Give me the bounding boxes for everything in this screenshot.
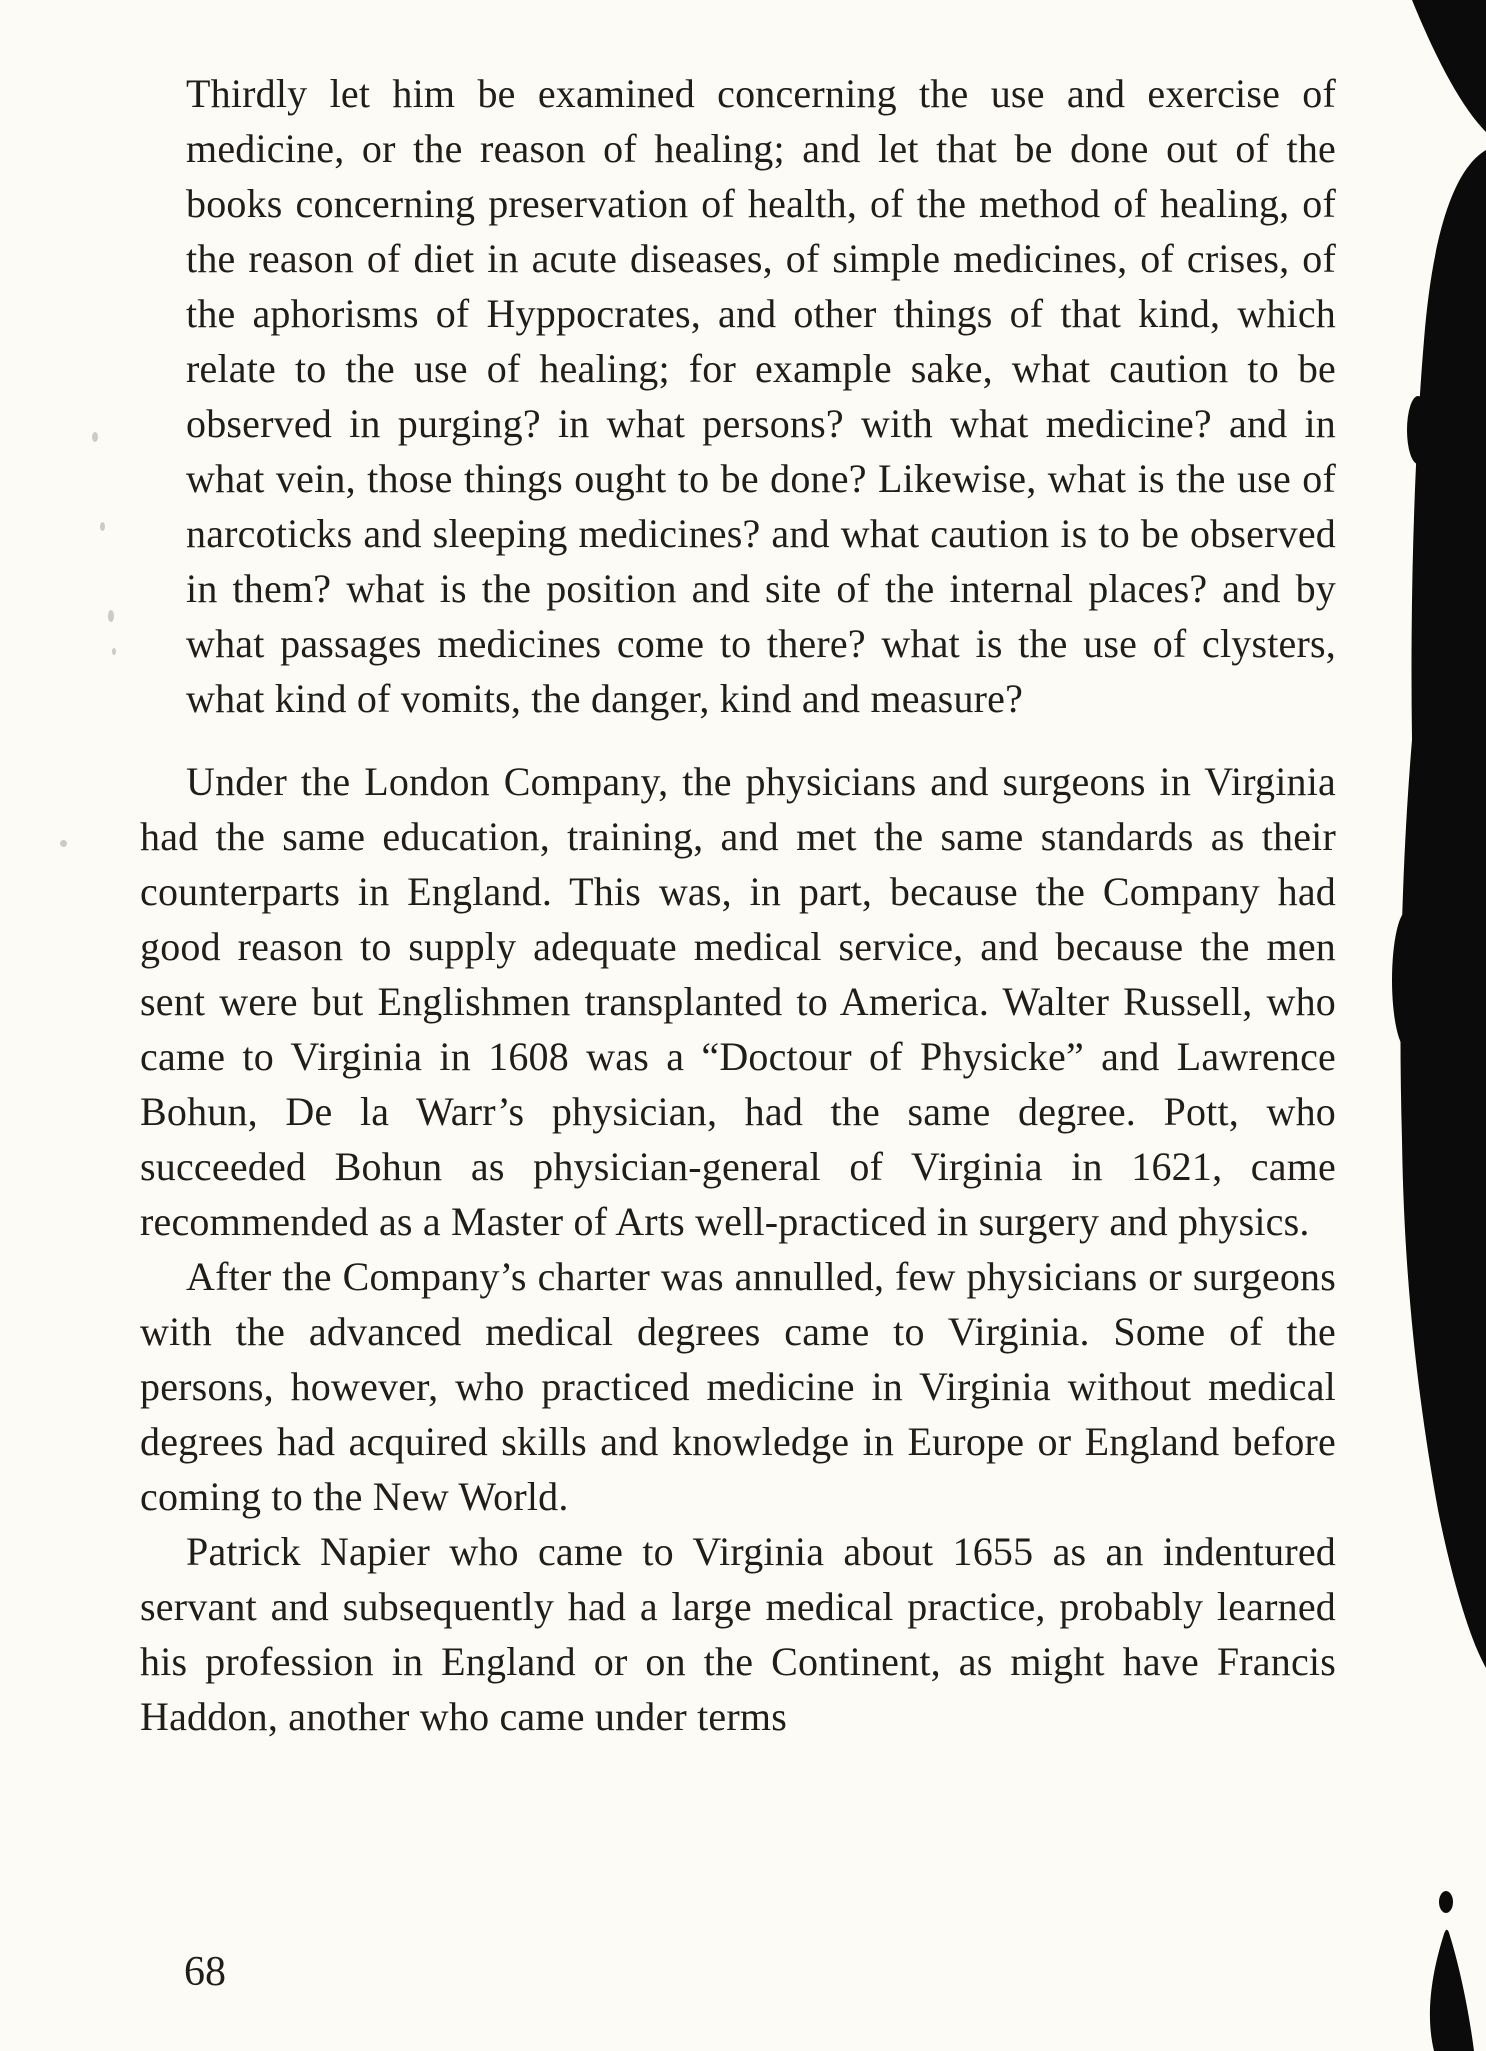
scan-speckle bbox=[60, 840, 67, 847]
scan-speckle bbox=[100, 522, 105, 531]
page-number: 68 bbox=[184, 1949, 226, 1995]
text-block bbox=[140, 66, 1336, 1744]
scan-speckle bbox=[92, 432, 98, 442]
scan-artifact-main-band bbox=[1400, 150, 1486, 1668]
scan-artifact-bottom-blob bbox=[1430, 1930, 1474, 2051]
scan-artifact-bulge bbox=[1392, 910, 1424, 1050]
paragraph-patrick-napier: Patrick Napier who came to Virginia about 1655 as an indentured servant and subsequently had a large medical practice, probably learned his profession in England or on the Continent, as might have Francis Haddon, another who came under terms bbox=[140, 1529, 1336, 1739]
scan-artifact-bump-upper bbox=[1407, 396, 1429, 464]
paragraph-charter-annulled: After the Company’s charter was annulled, few physicians or surgeons with the advanced medical degrees came to Virginia. Some of the persons, however, who practiced medicine in Virginia without medical degrees had acquired skills and knowledge in Europe or England before coming to the New World. bbox=[140, 1254, 1336, 1519]
scan-artifact-top-corner bbox=[1412, 0, 1486, 132]
paragraph-london-company: Under the London Company, the physicians and surgeons in Virginia had the same education, training, and met the same standards as their counterparts in England. This was, in part, because the Company had good reason to supply adequate medical service, and because the men sent were but Englishmen transplanted to America. Walter Russell, who came to Virginia in 1608 was a “Doctour of Physicke” and Lawrence Bohun, De la Warr’s physician, had the same degree. Pott, who succeeded Bohun as physician-general of Virginia in 1621, came recommended as a Master of Arts well-practiced in surgery and physics. bbox=[140, 759, 1336, 1244]
blockquote-paragraph: Thirdly let him be examined concerning the use and exercise of medicine, or the reason of healing; and let that be done out of the books concerning preservation of health, of the method of healing, of the reason of diet in acute diseases, of simple medicines, of crises, of the aphorisms of Hyppocrates, and other things of that kind, which relate to the use of healing; for example sake, what caution to be observed in purging? in what persons? with what medicine? and in what vein, those things ought to be done? Likewise, what is the use of narcoticks and sleeping medicines? and what caution is to be observed in them? what is the position and site of the internal places? and by what passages medicines come to there? what is the use of clysters, what kind of vomits, the danger, kind and measure? bbox=[186, 71, 1336, 721]
scan-speckle bbox=[112, 648, 116, 655]
scan-artifact-speck-detached bbox=[1439, 1891, 1453, 1913]
scan-edge-artifact bbox=[1346, 0, 1486, 2051]
scan-speckle bbox=[108, 610, 114, 622]
scan-artifact-bump-lower bbox=[1414, 1290, 1438, 1370]
